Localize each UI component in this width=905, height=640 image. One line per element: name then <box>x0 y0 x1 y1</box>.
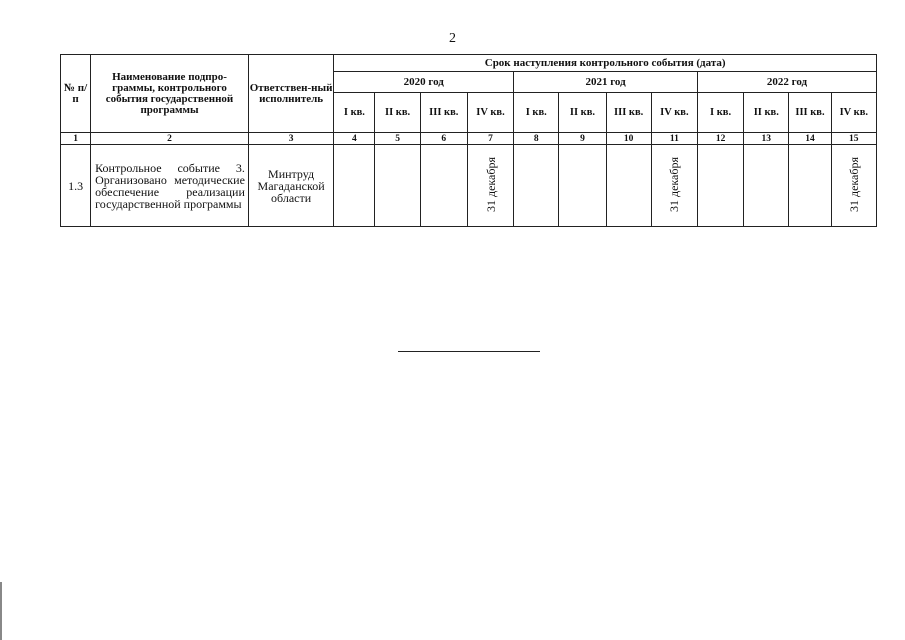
header-quarter: III кв. <box>420 93 467 133</box>
quarter-cell <box>420 145 467 227</box>
header-quarter: IV кв. <box>467 93 513 133</box>
header-quarter: II кв. <box>744 93 789 133</box>
event-name: Контрольное событие 3. Организовано методические обеспечение реализации государственной программы <box>91 145 249 227</box>
header-responsible: Ответствен-ный исполнитель <box>248 55 333 133</box>
column-number: 8 <box>514 133 559 145</box>
quarter-cell <box>789 145 831 227</box>
quarter-cell <box>744 145 789 227</box>
column-number: 11 <box>651 133 697 145</box>
header-deadline: Срок наступления контрольного события (дата) <box>334 55 877 72</box>
quarter-cell <box>559 145 606 227</box>
quarter-cell <box>606 145 651 227</box>
responsible-executor: Минтруд Магаданской области <box>248 145 333 227</box>
table-row <box>61 145 877 227</box>
header-quarter: I кв. <box>334 93 375 133</box>
column-number: 4 <box>334 133 375 145</box>
column-number: 1 <box>61 133 91 145</box>
quarter-cell <box>334 145 375 227</box>
header-name: Наименование подпро-граммы, контрольного события государственной программы <box>91 55 249 133</box>
quarter-cell-2022-q4 <box>831 145 876 227</box>
quarter-cell <box>375 145 420 227</box>
column-number: 7 <box>467 133 513 145</box>
header-quarter: IV кв. <box>831 93 876 133</box>
header-quarter: I кв. <box>697 93 743 133</box>
column-number: 3 <box>248 133 333 145</box>
header-quarter: II кв. <box>559 93 606 133</box>
scan-edge-mark <box>0 582 2 640</box>
deadline-2021: 31 декабря <box>667 156 682 213</box>
header-year-2021: 2021 год <box>514 72 698 93</box>
control-events-table <box>60 54 877 227</box>
closing-line <box>398 351 540 352</box>
quarter-cell <box>697 145 743 227</box>
column-number: 9 <box>559 133 606 145</box>
header-quarter: III кв. <box>789 93 831 133</box>
header-quarter: I кв. <box>514 93 559 133</box>
page-number: 2 <box>449 31 456 46</box>
header-num: № п/п <box>61 55 91 133</box>
column-number: 14 <box>789 133 831 145</box>
column-number: 6 <box>420 133 467 145</box>
column-number: 2 <box>91 133 249 145</box>
deadline-2020: 31 декабря <box>483 156 498 213</box>
column-number: 13 <box>744 133 789 145</box>
quarter-cell-2021-q4 <box>651 145 697 227</box>
column-number-row <box>61 133 877 145</box>
column-number: 12 <box>697 133 743 145</box>
header-quarter: II кв. <box>375 93 420 133</box>
deadline-2022: 31 декабря <box>846 156 861 213</box>
header-year-2020: 2020 год <box>334 72 514 93</box>
header-year-2022: 2022 год <box>697 72 876 93</box>
header-quarter: III кв. <box>606 93 651 133</box>
column-number: 15 <box>831 133 876 145</box>
column-number: 5 <box>375 133 420 145</box>
header-quarter: IV кв. <box>651 93 697 133</box>
quarter-cell <box>514 145 559 227</box>
quarter-cell-2020-q4 <box>467 145 513 227</box>
column-number: 10 <box>606 133 651 145</box>
row-number: 1.3 <box>61 145 91 227</box>
